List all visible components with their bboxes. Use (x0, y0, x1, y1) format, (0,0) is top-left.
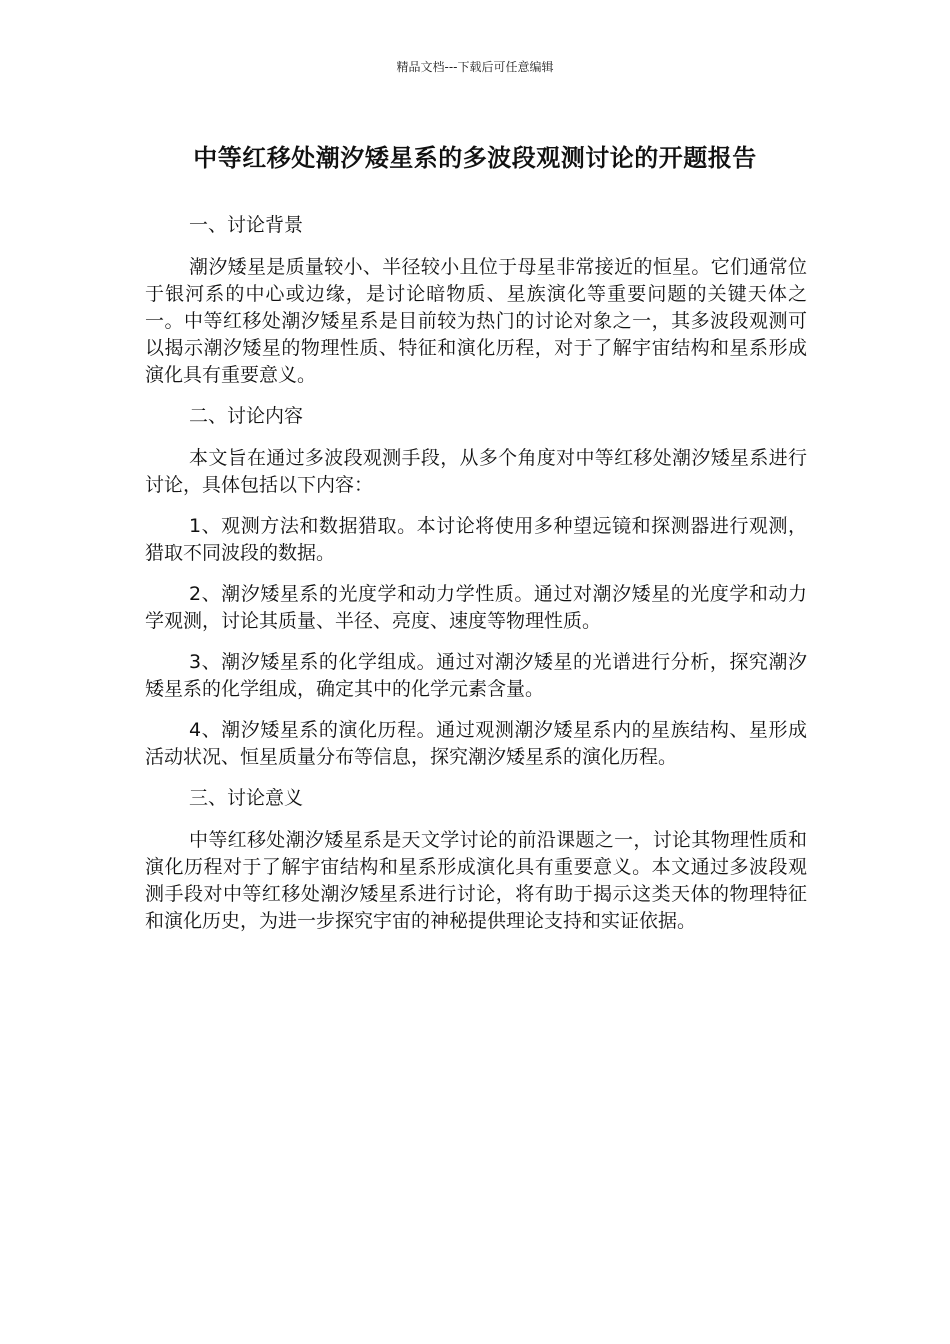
document-body (145, 212, 807, 949)
section-heading-significance: 三、讨论意义 (189, 787, 304, 809)
paragraph-significance: 中等红移处潮汐矮星系是天文学讨论的前沿课题之一，讨论其物理性质和演化历程对于了解宇宙结构和星系形成演化具有重要意义。本文通过多波段观测手段对中等红移处潮汐矮星系进行讨论，将有助于揭示这类天体的物理特征和演化历史，为进一步探究宇宙的神秘提供理论支持和实证依据。 (145, 829, 807, 932)
paragraph-content-intro: 本文旨在通过多波段观测手段，从多个角度对中等红移处潮汐矮星系进行讨论，具体包括以下内容： (145, 447, 807, 496)
list-item-observation-methods: 1、观测方法和数据猎取。本讨论将使用多种望远镜和探测器进行观测，猎取不同波段的数据。 (145, 515, 807, 564)
section-heading-background: 一、讨论背景 (189, 214, 304, 236)
list-item-evolution-history: 4、潮汐矮星系的演化历程。通过观测潮汐矮星系内的星族结构、星形成活动状况、恒星质量分布等信息，探究潮汐矮星系的演化历程。 (145, 719, 807, 768)
list-item-photometry-dynamics: 2、潮汐矮星系的光度学和动力学性质。通过对潮汐矮星的光度学和动力学观测，讨论其质量、半径、亮度、速度等物理性质。 (145, 583, 807, 632)
list-item-chemical-composition: 3、潮汐矮星系的化学组成。通过对潮汐矮星的光谱进行分析，探究潮汐矮星系的化学组成，确定其中的化学元素含量。 (145, 651, 807, 700)
paragraph-background: 潮汐矮星是质量较小、半径较小且位于母星非常接近的恒星。它们通常位于银河系的中心或边缘，是讨论暗物质、星族演化等重要问题的关键天体之一。中等红移处潮汐矮星系是目前较为热门的讨论对象之一，其多波段观测可以揭示潮汐矮星的物理性质、特征和演化历程，对于了解宇宙结构和星系形成演化具有重要意义。 (145, 256, 807, 386)
header-note: 精品文档---下载后可任意编辑 (396, 60, 554, 74)
document-title: 中等红移处潮汐矮星系的多波段观测讨论的开题报告 (193, 144, 757, 172)
section-heading-content: 二、讨论内容 (189, 405, 304, 427)
